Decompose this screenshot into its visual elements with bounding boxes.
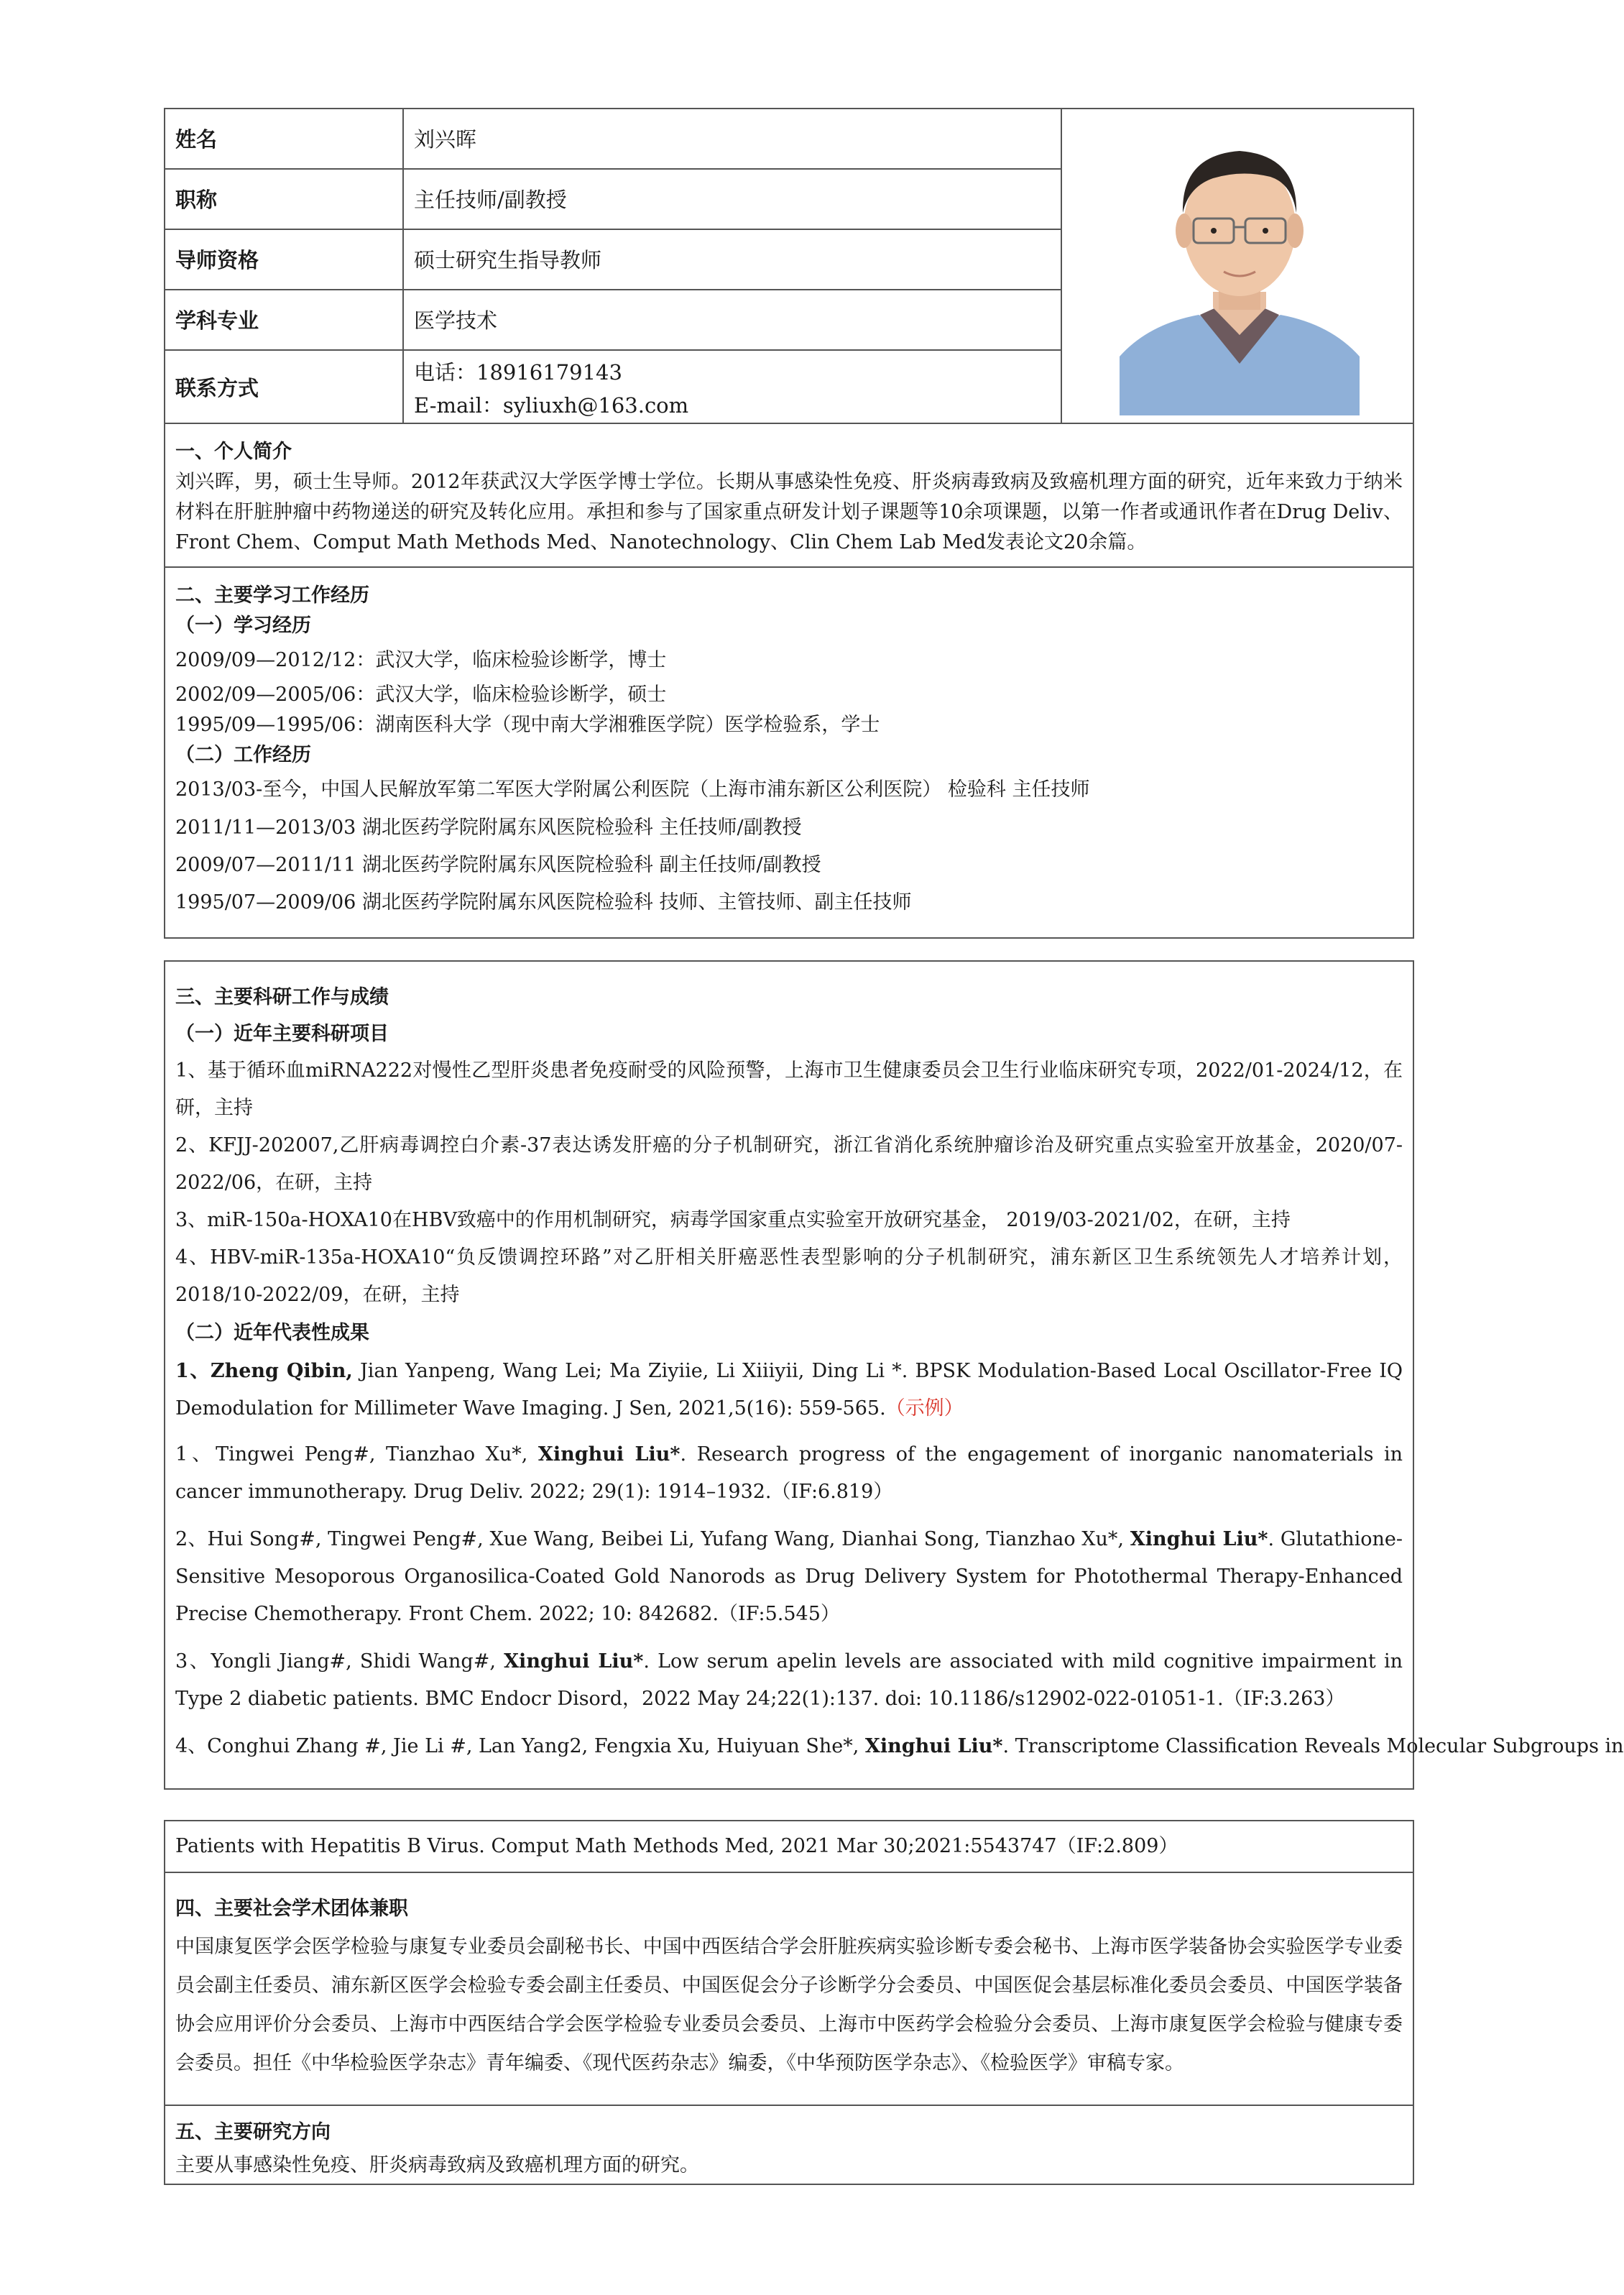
portrait-image xyxy=(1120,119,1360,415)
intro-text: 刘兴晖，男，硕士生导师。2012年获武汉大学医学博士学位。长期从事感染性免疫、肝炎病毒致病及致癌机理方面的研究，近年来致力于纳米材料在肝脏肿瘤中药物递送的研究及转化应用。承担和参与了国家重点研发计划子课题等10余项课题，以第一作者或通讯作者在Drug Deliv、Front Chem、Comput Math Methods Med、Nanotechnology、Clin Chem Lab Med发表论文20余篇。 xyxy=(175,471,1403,553)
pub-citation: . Low serum apelin levels are associated with mild cognitive impairment in Type 2 diabetic patients. BMC Endocr Disord，2022 May 24;22(1):137. doi: 10.1186/s12902-022-01051-1.（IF:3.263） xyxy=(175,1650,1403,1710)
pub-corresponding-author: Xinghui Liu* xyxy=(1130,1528,1268,1550)
portrait-photo xyxy=(1120,119,1360,415)
research-heading: 三、主要科研工作与成绩 xyxy=(175,986,389,1008)
contact-label: 联系方式 xyxy=(175,376,259,400)
social-section xyxy=(175,1890,1403,2083)
direction-text: 主要从事感染性免疫、肝炎病毒致病及致癌机理方面的研究。 xyxy=(175,2154,699,2176)
row-title xyxy=(165,170,1062,230)
pub-item xyxy=(175,1728,1624,1765)
profile-table xyxy=(164,108,1414,939)
research-section xyxy=(175,979,1624,1765)
experience-section xyxy=(175,581,1403,921)
work-heading: （二）工作经历 xyxy=(175,744,311,766)
example-num: 1、 xyxy=(175,1360,211,1382)
pub-item xyxy=(175,1436,1403,1511)
col-divider-2 xyxy=(1061,109,1062,424)
title-value: 主任技师/副教授 xyxy=(414,188,567,212)
col-divider-1 xyxy=(402,109,404,424)
major-label: 学科专业 xyxy=(175,308,259,333)
project-item: 2、KFJJ-202007,乙肝病毒调控白介素-37表达诱发肝癌的分子机制研究，浙江省消化系统肿瘤诊治及研究重点实验室开放基金，2020/07-2022/06，在研，主持 xyxy=(175,1134,1403,1194)
intro-section xyxy=(175,437,1403,558)
projects-heading: （一）近年主要科研项目 xyxy=(175,1023,389,1045)
pub-item xyxy=(175,1521,1403,1633)
continuation-table xyxy=(164,1820,1414,2185)
pub-item-continued: Patients with Hepatitis B Virus. Comput Math Methods Med, 2021 Mar 30;2021:5543747（IF:2.809） xyxy=(175,1835,1178,1857)
pub-authors: 4、Conghui Zhang #, Jie Li #, Lan Yang2, Fengxia Xu, Huiyuan She*, xyxy=(175,1735,865,1757)
major-value: 医学技术 xyxy=(414,308,498,333)
pub-item xyxy=(175,1643,1403,1718)
example-tag: （示例） xyxy=(885,1397,964,1420)
pub-authors: 3、Yongli Jiang#, Shidi Wang#, xyxy=(175,1650,504,1673)
outputs-heading: （二）近年代表性成果 xyxy=(175,1322,369,1344)
study-item: 1995/09—1995/06：湖南医科大学（现中南大学湘雅医学院）医学检验系，学士 xyxy=(175,714,880,736)
name-value: 刘兴晖 xyxy=(414,127,477,152)
social-heading: 四、主要社会学术团体兼职 xyxy=(175,1898,408,1920)
direction-section xyxy=(175,2116,1403,2182)
pub-corresponding-author: Xinghui Liu* xyxy=(864,1735,1003,1757)
study-item: 2002/09—2005/06：武汉大学，临床检验诊断学，硕士 xyxy=(175,684,667,706)
project-item: 4、HBV-miR-135a-HOXA10“负反馈调控环路”对乙肝相关肝癌恶性表型影响的分子机制研究，浦东新区卫生系统领先人才培养计划，2018/10-2022/09，在研，主持 xyxy=(175,1246,1403,1306)
mentor-label: 导师资格 xyxy=(175,248,259,272)
row-name xyxy=(165,109,1062,170)
intro-heading: 一、个人简介 xyxy=(175,441,292,463)
phone-value: 电话：18916179143 xyxy=(414,360,622,385)
row-mentor xyxy=(165,230,1062,290)
project-item: 3、miR-150a-HOXA10在HBV致癌中的作用机制研究，病毒学国家重点实验室开放研究基金， 2019/03-2021/02，在研，主持 xyxy=(175,1209,1291,1231)
email-value: E-mail：syliuxh@163.com xyxy=(414,393,689,418)
work-item: 1995/07—2009/06 湖北医药学院附属东风医院检验科 技师、主管技师、副主任技师 xyxy=(175,891,912,914)
example-text: Jian Yanpeng, Wang Lei; Ma Ziyiie, Li Xiiiyii, Ding Li *. BPSK Modulation-Based Local Oscillator-Free IQ Demodulation for Millimeter Wave Imaging. J Sen, 2021,5(16): 559-565. xyxy=(175,1360,1403,1420)
title-label: 职称 xyxy=(175,188,218,212)
direction-heading: 五、主要研究方向 xyxy=(175,2121,331,2143)
row-major xyxy=(165,290,1062,351)
pub-authors: 1、Tingwei Peng#, Tianzhao Xu*, xyxy=(175,1443,538,1466)
project-item: 1、基于循环血miRNA222对慢性乙型肝炎患者免疫耐受的风险预警，上海市卫生健康委员会卫生行业临床研究专项，2022/01-2024/12，在研，主持 xyxy=(175,1059,1403,1119)
research-table xyxy=(164,960,1624,1790)
pub-citation: . Transcriptome Classification Reveals Molecular Subgroups in xyxy=(1002,1735,1624,1757)
pub-corresponding-author: Xinghui Liu* xyxy=(504,1650,644,1673)
pub-citation: . Glutathione-Sensitive Mesoporous Organosilica-Coated Gold Nanorods as Drug Delivery System for Photothermal Therapy-Enhanced Precise Chemotherapy. Front Chem. 2022; 10: 842682.（IF:5.545） xyxy=(175,1528,1403,1625)
work-item: 2009/07—2011/11 湖北医药学院附属东风医院检验科 副主任技师/副教授 xyxy=(175,854,821,876)
pub-authors: 2、Hui Song#, Tingwei Peng#, Xue Wang, Beibei Li, Yufang Wang, Dianhai Song, Tianzhao Xu*, xyxy=(175,1528,1130,1550)
example-pub xyxy=(175,1353,1403,1427)
experience-heading: 二、主要学习工作经历 xyxy=(175,584,369,607)
study-item: 2009/09—2012/12：武汉大学，临床检验诊断学，博士 xyxy=(175,649,667,671)
work-item: 2013/03-至今，中国人民解放军第二军医大学附属公利医院（上海市浦东新区公利医院） 检验科 主任技师 xyxy=(175,778,1090,801)
pub-continuation xyxy=(175,1831,1403,1862)
study-heading: （一）学习经历 xyxy=(175,615,311,637)
pub-citation: . Research progress of the engagement of inorganic nanomaterials in cancer immunotherapy. Drug Deliv. 2022; 29(1): 1914–1932.（IF:6.819） xyxy=(175,1443,1403,1503)
example-author: Zheng Qibin, xyxy=(210,1360,353,1382)
work-item: 2011/11—2013/03 湖北医药学院附属东风医院检验科 主任技师/副教授 xyxy=(175,817,802,839)
pub-corresponding-author: Xinghui Liu* xyxy=(538,1443,680,1466)
name-label: 姓名 xyxy=(175,127,218,152)
mentor-value: 硕士研究生指导教师 xyxy=(414,248,602,272)
social-text: 中国康复医学会医学检验与康复专业委员会副秘书长、中国中西医结合学会肝脏疾病实验诊断专委会秘书、上海市医学装备协会实验医学专业委员会副主任委员、浦东新区医学会检验专委会副主任委员、中国医促会分子诊断学分会委员、中国医促会基层标准化委员会委员、中国医学装备协会应用评价分会委员、上海市中西医结合学会医学检验专业委员会委员、上海市中医药学会检验分会委员、上海市康复医学会检验与健康专委会委员。担任《中华检验医学杂志》青年编委、《现代医药杂志》编委，《中华预防医学杂志》、《检验医学》审稿专家。 xyxy=(175,1936,1403,2074)
